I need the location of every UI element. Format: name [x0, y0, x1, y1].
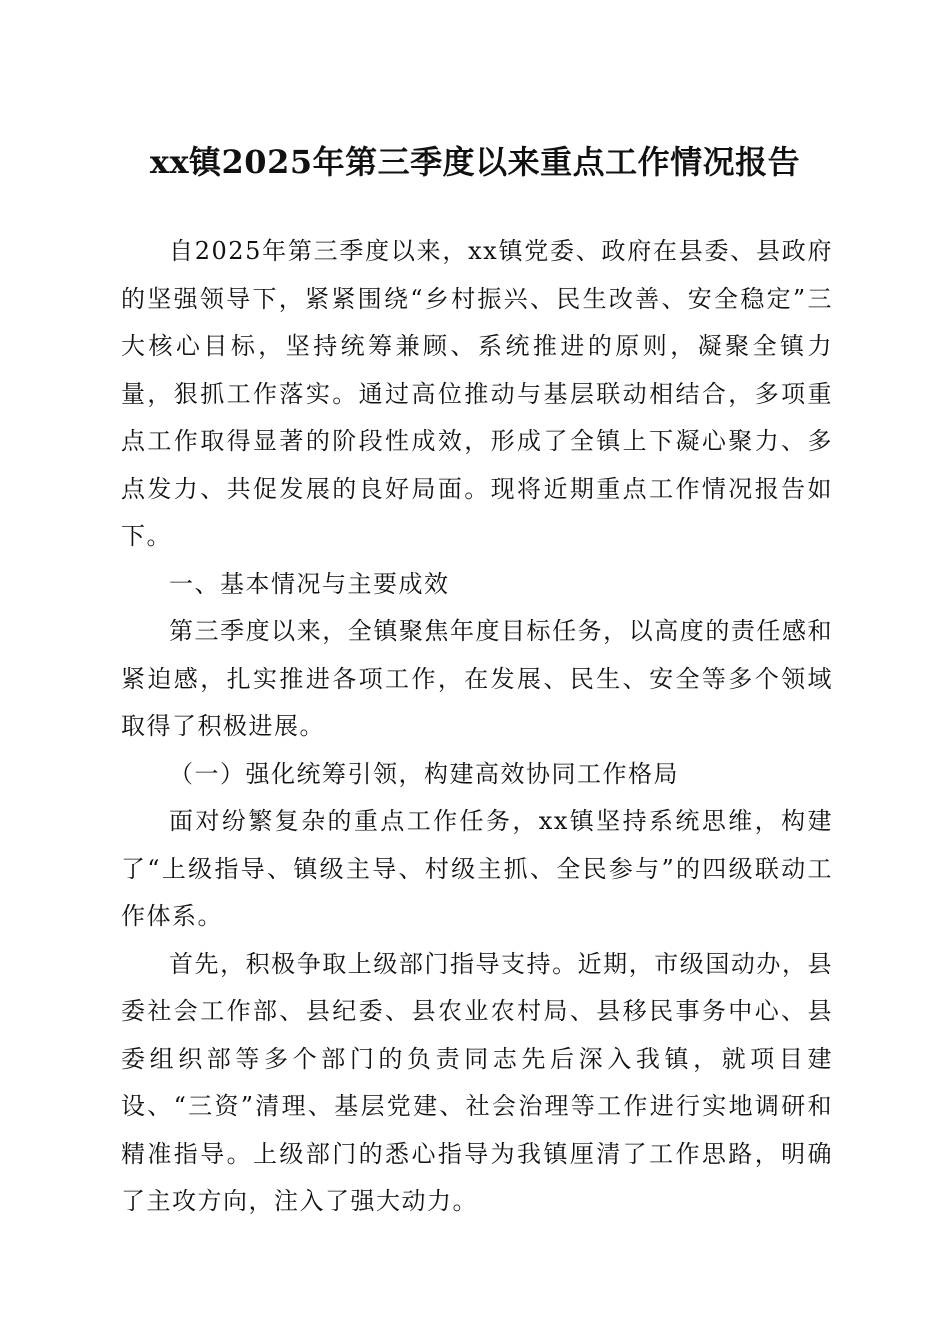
- section-paragraph: 第三季度以来，全镇聚焦年度目标任务，以高度的责任感和紧迫感，扎实推进各项工作，在发展、民生、安全等多个领域取得了积极进展。: [121, 617, 833, 740]
- intro-paragraph: 自2025年第三季度以来，xx镇党委、政府在县委、县政府的坚强领导下，紧紧围绕“乡村振兴、民生改善、安全稳定”三大核心目标，坚持统筹兼顾、系统推进的原则，凝聚全镇力量，狠抓工作落实。通过高位推动与基层联动相结合，多项重点工作取得显著的阶段性成效，形成了全镇上下凝心聚力、多点发力、共促发展的良好局面。现将近期重点工作情况报告如下。: [121, 237, 833, 550]
- subsection-heading: （一）强化统筹引领，构建高效协同工作格局: [169, 759, 679, 788]
- subsection-paragraph: 面对纷繁复杂的重点工作任务，xx镇坚持系统思维，构建了“上级指导、镇级主导、村级主抓、全民参与”的四级联动工作体系。: [121, 807, 833, 930]
- document-body: [121, 228, 833, 1226]
- subsection-paragraph: 首先，积极争取上级部门指导支持。近期，市级国动办，县委社会工作部、县纪委、县农业农村局、县移民事务中心、县委组织部等多个部门的负责同志先后深入我镇，就项目建设、“三资”清理、基层党建、社会治理等工作进行实地调研和精准指导。上级部门的悉心指导为我镇厘清了工作思路，明确了主攻方向，注入了强大动力。: [121, 949, 833, 1215]
- document-title: xx镇2025年第三季度以来重点工作情况报告: [149, 143, 801, 181]
- section-heading: 一、基本情况与主要成效: [169, 569, 450, 598]
